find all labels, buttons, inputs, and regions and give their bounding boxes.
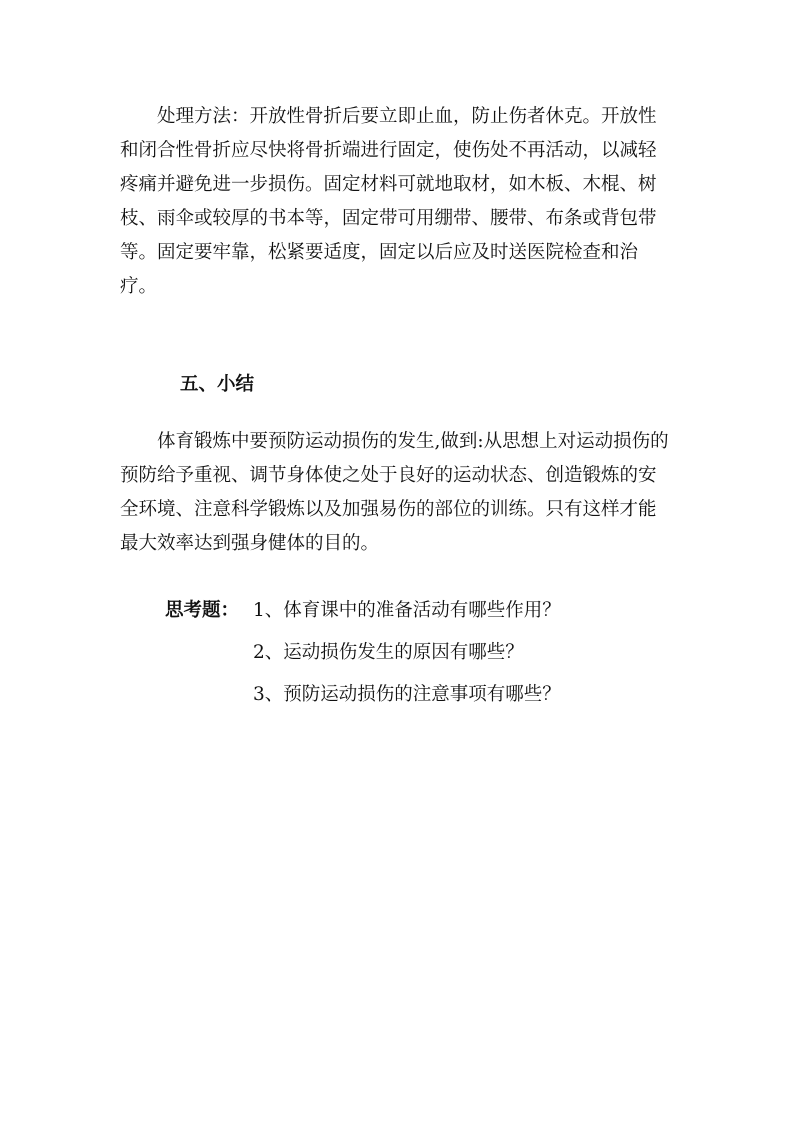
paragraph-treatment-method [120,100,680,304]
question-item: 1、体育课中的准备活动有哪些作用？ [253,600,561,621]
paragraph-line: 处理方法：开放性骨折后要立即止血，防止伤者休克。开放性 [120,106,657,127]
paragraph-line: 预防给予重视、调节身体使之处于良好的运动状态、创造锻炼的安 [120,465,657,486]
paragraph-line: 等。固定要牢靠，松紧要适度，固定以后应及时送医院检查和治 [120,242,639,263]
question-item: 2、运动损伤发生的原因有哪些？ [253,642,524,663]
paragraph-summary [120,425,680,561]
question-item: 3、预防运动损伤的注意事项有哪些？ [253,684,561,705]
section-heading-summary: 五、小结 [180,374,255,395]
paragraph-line: 疼痛并避免进一步损伤。固定材料可就地取材，如木板、木棍、树 [120,174,657,195]
paragraph-line: 疗。 [120,276,158,297]
paragraph-line: 最大效率达到强身健体的目的。 [120,533,380,554]
questions-label: 思考题： [165,600,240,621]
paragraph-line: 体育锻炼中要预防运动损伤的发生,做到:从思想上对运动损伤的 [120,431,669,452]
paragraph-line: 和闭合性骨折应尽快将骨折端进行固定，使伤处不再活动，以减轻 [120,140,657,161]
paragraph-line: 枝、雨伞或较厚的书本等，固定带可用绷带、腰带、布条或背包带 [120,208,657,229]
paragraph-line: 全环境、注意科学锻炼以及加强易伤的部位的训练。只有这样才能 [120,499,657,520]
